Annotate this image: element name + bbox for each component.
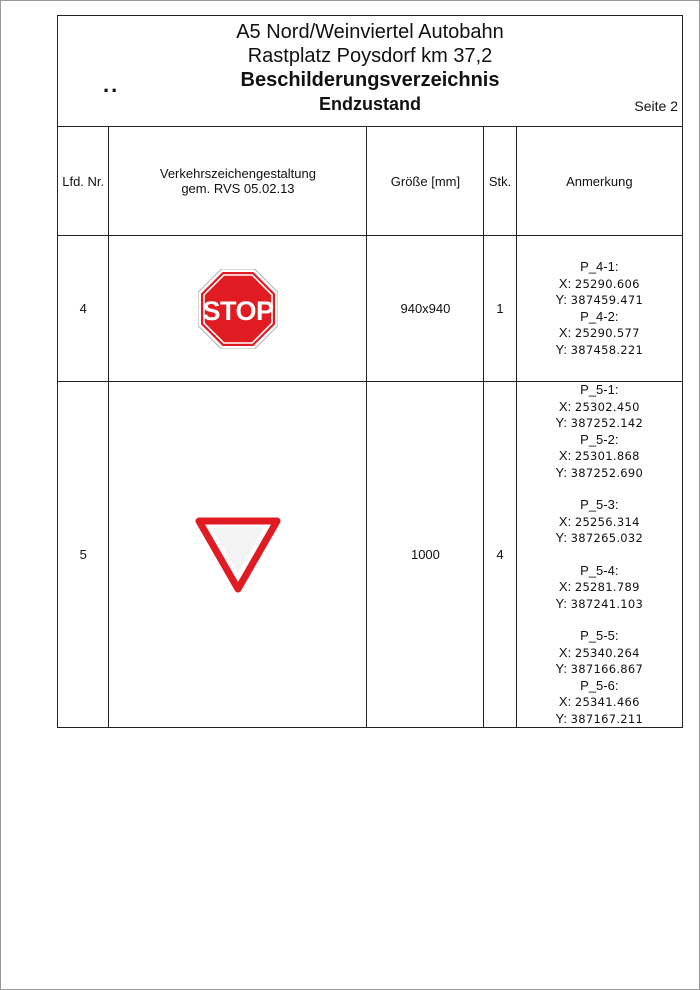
point-x: X: 25340.264	[558, 644, 640, 660]
row-remark	[516, 236, 682, 382]
point-y: Y: 387167.211	[555, 710, 644, 726]
table-row	[58, 382, 683, 728]
row-size: 1000	[367, 382, 484, 728]
sign-table	[57, 126, 683, 728]
point-name: P_5-1:	[580, 382, 619, 397]
row-nr: 4	[58, 236, 109, 382]
rest-area-name: Rastplatz Poysdorf km 37,2	[247, 45, 493, 67]
point-x: X: 25256.314	[558, 513, 640, 529]
column-header-design-line2: gem. RVS 05.02.13	[181, 181, 295, 196]
column-header-design	[109, 127, 367, 236]
document-subtitle: Endzustand	[319, 94, 421, 114]
column-header-size: Größe [mm]	[367, 127, 484, 236]
stop-sign-text: STOP	[202, 295, 274, 326]
point-x: X: 25341.466	[558, 694, 640, 709]
page-number: Seite 2	[634, 98, 678, 114]
stop-sign-icon	[198, 269, 278, 349]
point-y: Y: 387166.867	[555, 661, 644, 676]
point-y: Y: 387458.221	[555, 341, 644, 357]
motorway-name: A5 Nord/Weinviertel Autobahn	[236, 21, 504, 43]
point-y: Y: 387252.690	[555, 464, 644, 480]
point-x: X: 25281.789	[558, 579, 640, 594]
column-header-qty: Stk.	[484, 127, 516, 236]
document-header	[57, 15, 683, 126]
point-name: P_4-1:	[580, 259, 619, 274]
column-header-nr: Lfd. Nr.	[58, 127, 109, 236]
point-name: P_5-2:	[580, 431, 619, 447]
row-qty: 1	[484, 236, 516, 382]
row-nr: 5	[58, 382, 109, 728]
table-header-row	[58, 127, 683, 236]
point-y: Y: 387252.142	[555, 415, 644, 430]
column-header-design-line1: Verkehrszeichengestaltung	[159, 166, 316, 181]
coordinates-list	[517, 382, 682, 727]
row-qty: 4	[484, 382, 516, 728]
point-x: X: 25301.868	[558, 448, 640, 463]
point-x: X: 25302.450	[558, 398, 640, 414]
row-size: 940x940	[367, 236, 484, 382]
point-x: X: 25290.577	[558, 325, 640, 340]
point-y: Y: 387265.032	[555, 530, 644, 545]
point-name: P_4-2:	[580, 308, 619, 324]
sign-schedule-sheet	[57, 15, 683, 728]
logo-mark: ..	[103, 72, 120, 97]
document-title: Beschilderungsverzeichnis	[240, 69, 500, 91]
point-name: P_5-6:	[580, 677, 619, 693]
coordinates-list	[517, 259, 682, 358]
point-y: Y: 387241.103	[555, 595, 644, 611]
yield-sign-icon	[195, 517, 281, 593]
column-header-remark: Anmerkung	[516, 127, 682, 236]
point-y: Y: 387459.471	[555, 292, 644, 307]
sign-cell	[109, 382, 367, 728]
sign-cell	[109, 236, 367, 382]
table-row	[58, 236, 683, 382]
point-x: X: 25290.606	[558, 275, 640, 291]
point-name: P_5-3:	[580, 497, 619, 512]
point-name: P_5-4:	[580, 562, 619, 578]
row-remark	[516, 382, 682, 728]
point-name: P_5-5:	[580, 628, 619, 643]
